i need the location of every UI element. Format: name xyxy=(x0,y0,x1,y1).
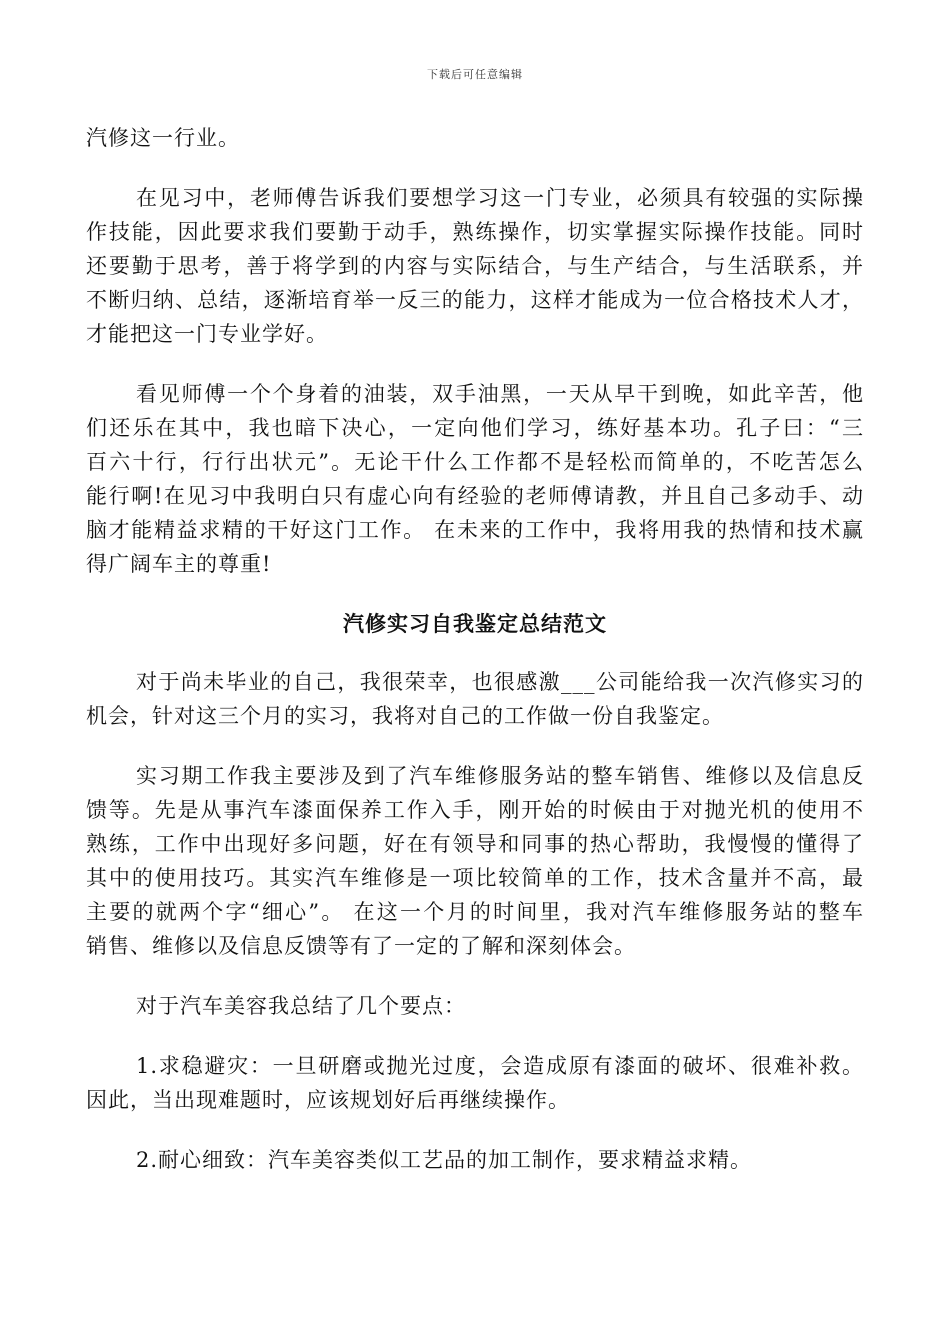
numbered-paragraph xyxy=(86,1049,864,1117)
text-line: 还要勤于思考，善于将学到的内容与实际结合，与生产结合，与生活联系，并 xyxy=(86,254,864,278)
paragraph xyxy=(86,665,864,733)
text-line: 们还乐在其中，我也暗下决心，一定向他们学习，练好基本功。孔子曰：“三 xyxy=(86,416,864,440)
text-line: 2.耐心细致：汽车美容类似工艺品的加工制作，要求精益求精。 xyxy=(136,1148,753,1172)
text-line: 其中的使用技巧。其实汽车维修是一项比较简单的工作，技术含量并不高，最 xyxy=(86,866,864,890)
text-line: 因此，当出现难题时，应该规划好后再继续操作。 xyxy=(86,1088,570,1112)
text-line: 1.求稳避灾：一旦研磨或抛光过度，会造成原有漆面的破坏、很难补救。 xyxy=(136,1054,864,1078)
text-line: 主要的就两个字“细心”。 在这一个月的时间里，我对汽车维修服务站的整车 xyxy=(86,900,864,924)
text-line: 销售、维修以及信息反馈等有了一定的了解和深刻体会。 xyxy=(86,934,636,958)
text-line: 馈等。先是从事汽车漆面保养工作入手，刚开始的时候由于对抛光机的使用不 xyxy=(86,798,864,822)
paragraph xyxy=(86,121,864,155)
text-line: 机会，针对这三个月的实习，我将对自己的工作做一份自我鉴定。 xyxy=(86,704,724,728)
text-line: 看见师傅一个个身着的油装，双手油黑，一天从早干到晚，如此辛苦，他 xyxy=(136,382,864,406)
text-line: 能行啊!在见习中我明白只有虚心向有经验的老师傅请教，并且自己多动手、动 xyxy=(86,484,864,508)
text-line: 百六十行，行行出状元”。无论干什么工作都不是轻松而简单的，不吃苦怎么 xyxy=(86,450,864,474)
section-title: 汽修实习自我鉴定总结范文 xyxy=(343,611,607,636)
text-line: 得广阔车主的尊重! xyxy=(86,552,272,576)
text-line: 对于汽车美容我总结了几个要点： xyxy=(136,994,466,1018)
paragraph xyxy=(86,181,864,351)
text-line: 作技能，因此要求我们要勤于动手，熟练操作，切实掌握实际操作技能。同时 xyxy=(86,220,864,244)
paragraph xyxy=(86,989,864,1023)
text-line: 熟练，工作中出现好多问题，好在有领导和同事的热心帮助，我慢慢的懂得了 xyxy=(86,832,864,856)
numbered-paragraph xyxy=(86,1143,864,1177)
paragraph xyxy=(86,759,864,963)
text-line: 才能把这一门专业学好。 xyxy=(86,322,328,346)
page-header-note: 下载后可任意编辑 xyxy=(427,68,523,81)
text-line: 实习期工作我主要涉及到了汽车维修服务站的整车销售、维修以及信息反 xyxy=(136,764,864,788)
text-line: 在见习中，老师傅告诉我们要想学习这一门专业，必须具有较强的实际操 xyxy=(136,186,864,210)
text-line: 汽修这一行业。 xyxy=(86,126,240,150)
text-line: 脑才能精益求精的干好这门工作。 在未来的工作中，我将用我的热情和技术赢 xyxy=(86,518,864,542)
document-body xyxy=(86,121,864,1203)
text-line: 对于尚未毕业的自己，我很荣幸，也很感激___公司能给我一次汽修实习的 xyxy=(136,670,864,694)
text-line: 不断归纳、总结，逐渐培育举一反三的能力，这样才能成为一位合格技术人才， xyxy=(86,288,864,312)
paragraph xyxy=(86,377,864,581)
